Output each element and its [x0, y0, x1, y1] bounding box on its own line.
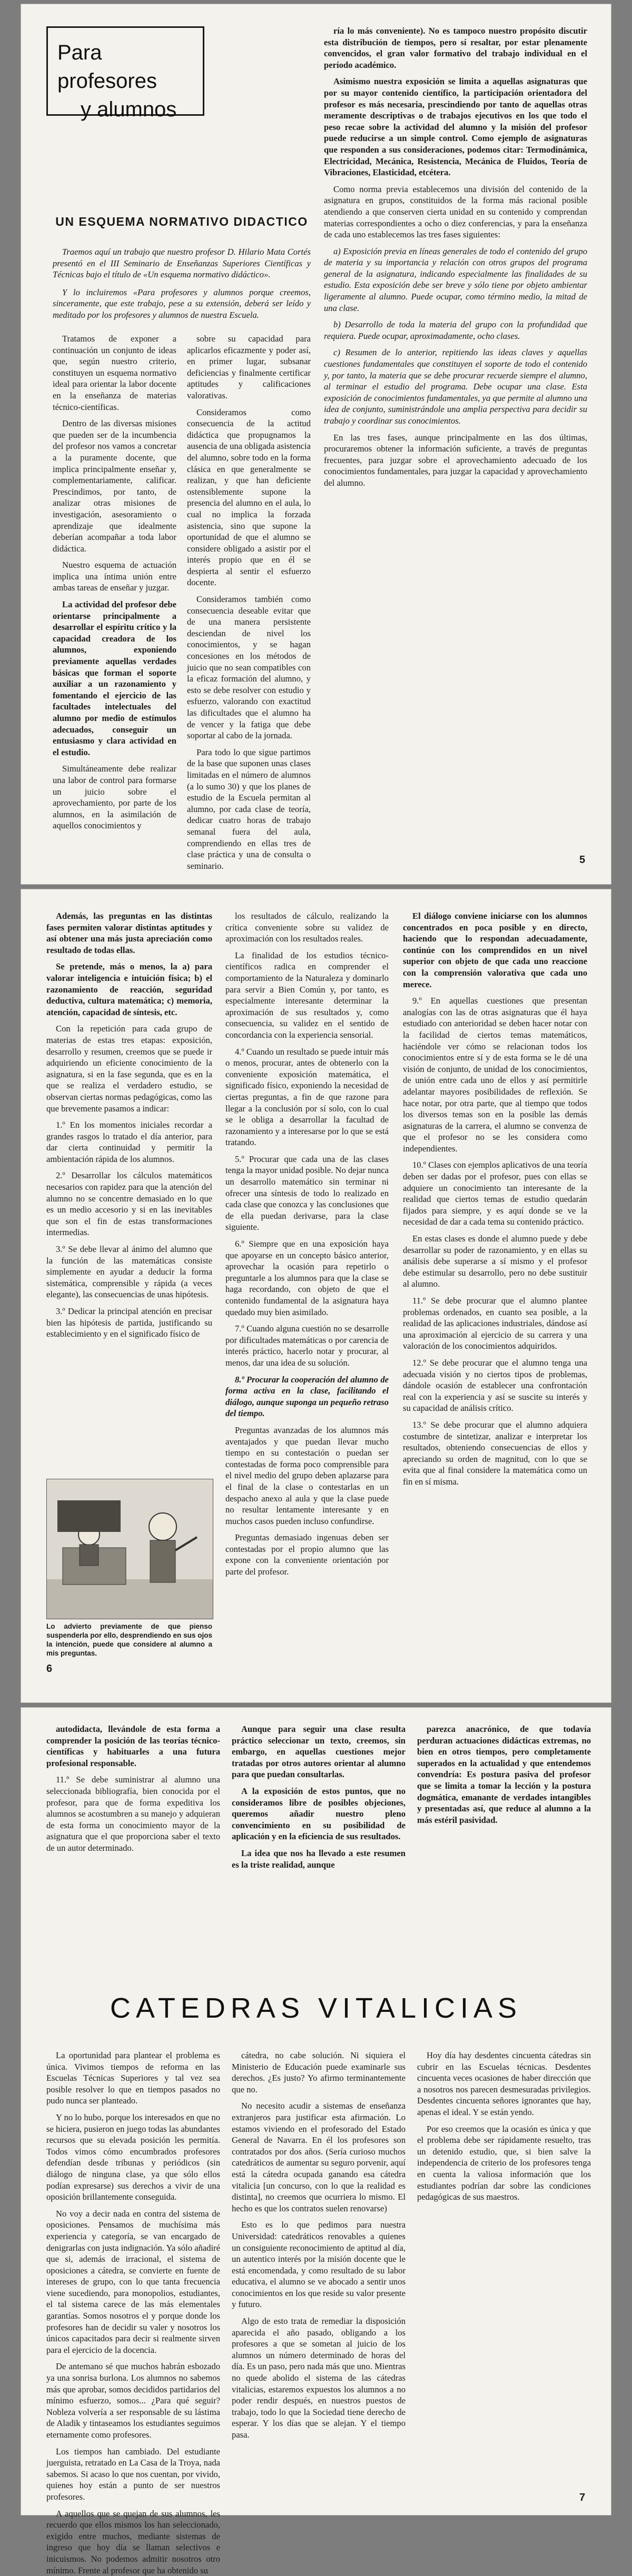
paragraph: c) Resumen de lo anterior, repitiendo las ideas claves y aquellas cuestiones fundamentales que constituyen el soporte de todo el contenido y, por tanto, la materia que se debe procurar recuerde siempre el alumno, al terminar el estudio del programa. Debe ocupar una clase. Esta exposición de conocimientos fundamentales, ya que permite al alumno una idea de conjunto, suministrándole una amplia perspectiva para decidir su trabajo y coordinar sus conocimientos. [324, 347, 587, 426]
lower-column-2 [232, 2050, 406, 2492]
paragraph: 10.º Clases con ejemplos aplicativos de una teoría deben ser dadas por el profesor, pues con ellas se adquiere un conocimiento tan interesante de la realidad que ciertos temas de estudio quedarán fijados para siempre, y es aquí donde se ve la necesidad de dar a cada tema su contenido práctico. [403, 1160, 587, 1227]
paragraph: La actividad del profesor debe orientarse principalmente a desarrollar el espíritu crítico y la capacidad creadora de los alumnos, exponiendo previamente aquellas verdades básicas que forman el soporte auxiliar a un razonamiento y fomentando el ejercicio de las facultades intelectuales del alumno por medio de estímulos adecuados, conseguir un entusiasmo y clara actividad en el estudio. [53, 599, 176, 757]
paragraph: 8.º Procurar la cooperación del alumno de forma activa en la clase, facilitando el diálogo, aunque suponga un pequeño retraso del tiempo. [225, 1374, 389, 1419]
paragraph: 4.º Cuando un resultado se puede intuir más o menos, procurar, antes de obtenerlo con la conveniente exposición matemática, el significado físico, exponiendo la necesidad de ciertas preguntas, a fin de que razone para llegar a la conclusión por sí solo, con lo cual se le obliga a desarrollar la facultad de razonamiento y a interesarse por lo que se está tratando. [225, 1046, 389, 1148]
page-number: 7 [579, 2492, 586, 2503]
section-title-box [46, 26, 204, 121]
column-1 [53, 333, 176, 859]
paragraph: ría lo más conveniente). No es tampoco nuestro propósito discutir esta distribución de tiempos, pero sí resaltar, por estar plenamente convencidos, el gran valor formativo del trabajo individual en el período académico. [324, 26, 587, 70]
paragraph: A aquellos que se quejan de sus alumnos, les recuerdo que ellos mismos los han seleccionado, exigido entre muchos, mediante sistemas de ingreso que hoy día se llaman selectivos e inicuismos. No podemos admitir nosotros otro mínimo. Frente al profesor que ha obtenido su [46, 2508, 220, 2575]
section-title-line-2: y alumnos [81, 98, 177, 121]
paragraph: 3.º Dedicar la principal atención en precisar bien las hipótesis de partida, justificando su establecimiento y en el significado físico de [46, 1306, 212, 1339]
paragraph: A la exposición de estos puntos, que no consideramos libre de posibles objeciones, queremos añadir nuestro pleno convencimiento en su posibilidad de aplicación y en la eficiencia de sus resultados. [232, 1786, 406, 1842]
paragraph: Hoy día hay desdentes cincuenta cátedras sin cubrir en las Escuelas técnicas. Desdentes cincuenta veces ocasiones de haber dirección que a nosotros nos parecen desmesuradas privilegios. Desdentes cincuenta señores ignorantes que hay, apenas el ideal. Y se están yendo. [417, 2050, 591, 2117]
paragraph: 1.º En los momentos iniciales recordar a grandes rasgos lo tratado el día anterior, para dar cierta continuidad y permitir la ambientación rápida de los alumnos. [46, 1120, 212, 1164]
paragraph: 5.º Procurar que cada una de las clases tenga la mayor unidad posible. No dejar nunca un desarrollo matemático sin terminar ni ofrecer una síntesis de todo lo realizado en cada clase que conozca y las conclusiones que de ella puedan derivarse, para la clase siguiente. [225, 1154, 389, 1232]
paragraph: Y no lo hubo, porque los interesados en que no se hiciera, pusieron en juego todas las abundantes recursos que su elevada posición les permitía. Todos vimos cómo encumbrados profesores defendían desde tribunas y periódicos (sin diálogo de ninguna clase, ya que sólo ellos podían expresarse) sus derechos a vivir de una oposición brillantemente conseguida. [46, 2112, 220, 2202]
paragraph: 11.º Se debe suministrar al alumno una seleccionada bibliografía, bien conocida por el profesor, para que de forma expeditiva los alumnos se acostumbren a su manejo y adquieran de esta forma un conocimiento mayor de la asignatura que el que proporciona saber el texto de un autor determinado. [46, 1775, 220, 1853]
section-title-line-1: Para profesores [57, 41, 157, 93]
paragraph: Preguntas demasiado ingenuas deben ser contestadas por el propio alumno que las expone con la conveniente orientación por parte del profesor. [225, 1532, 389, 1577]
column-2 [232, 1723, 406, 1976]
paragraph: Se pretende, más o menos, la a) para valorar inteligencia e intuición física; b) el razonamiento de reacción, seguridad deductiva, cultura matemática; c) memoria, atención, capacidad de síntesis, etc. [46, 961, 212, 1017]
paragraph: Consideramos como consecuencia de la actitud didáctica que propugnamos la ausencia de una obligada asistencia del alumno, sobre todo en la forma clásica en que generalmente se realizan, y que han deficiente ostensiblemente supone la presencia del alumno en el aula, lo cual no implica la forzada asistencia, sino que supone la oportunidad de que el alumno se considere obligado a asistir por el interés propio que en él se despierta al sentir el esfuerzo docente. [187, 407, 311, 588]
paragraph: 6.º Siempre que en una exposición haya que apoyarse en un concepto básico anterior, aprovechar la ocasión para repetirlo o preguntarle a los alumnos para que la clase se haga recordando, con objeto de que el contenido fundamental de la asignatura haya quedado muy bien asimilado. [225, 1239, 389, 1317]
paragraph: De antemano sé que muchos habrán esbozado ya una sonrisa burlona. Los alumnos no sabemos más que aprobar, somos decididos partidarios del mínimo esfuerzo, somos... ¿Para qué seguir? Nobleza volvería a ser responsable de su lástima de Aladik y tintaseamos los estudiantes seguimos eternamente como profesores. [46, 2361, 220, 2440]
paragraph: Preguntas avanzadas de los alumnos más aventajados y que puedan llevar mucho tiempo en su contestación o puedan ser contestadas de forma poco comprensible para el nivel medio del grupo deben aplazarse para el final de la clase o contestarlas en un despacho anexo al aula y que la clase puede no resultar lentamente interesante y en muchos casos pueden incluso confundirse. [225, 1425, 389, 1526]
paragraph: b) Desarrollo de toda la materia del grupo con la profundidad que requiera. Puede ocupar, aproximadamente, ocho clases. [324, 319, 587, 341]
article-intro [53, 246, 311, 327]
paragraph: parezca anacrónico, de que todavía perduran actuaciones didácticas extremas, no bien en otros tiempos, pero completamente superados en la actualidad y que entendemos convendría: Es postura pasiva del profesor que se limita a tomar la lección y la postura dogmática, emanante de verdades intangibles y presentadas así, que reduce al alumno a la más estéril pasividad. [417, 1724, 591, 1825]
paragraph: Para todo lo que sigue partimos de la base que suponen unas clases limitadas en el número de alumnos (a lo sumo 30) y que los planes de estudio de la Escuela permitan al alumno, por cada clase de teoría, dedicar cuatro horas de trabajo semanal fuera del aula, comprendiendo en ellas tres de clase práctica y una de consulta o seminario. [187, 747, 311, 871]
paragraph: cátedra, no cabe solución. Ni siquiera el Ministerio de Educación puede examinarle sus derechos. ¿Es justo? Yo afirmo terminantemente que no. [232, 2050, 406, 2094]
lower-column-1 [46, 2050, 220, 2575]
page-number: 6 [46, 1663, 53, 1675]
cartoon-illustration [46, 1479, 213, 1619]
paragraph: Nuestro esquema de actuación implica una íntima unión entre ambas tareas de enseñar y juzgar. [53, 560, 176, 593]
editorial-heading: CATEDRAS VITALICIAS [110, 1992, 522, 2024]
page-5 [21, 4, 611, 884]
paragraph: Asimismo nuestra exposición se limita a aquellas asignaturas que por su mayor contenido científico, la participación orientadora del profesor es más necesaria, prescindiendo por tanto de aquellas otras meramente descriptivas o de trabajos ejecutivos en los que todo el peso recae sobre la actividad del alumno y la misión del profesor puede reducirse a un simple control. Como ejemplo de asignaturas que responden a sus consideraciones, podemos citar: Termodinámica, Electricidad, Mecánica, Resistencia, Mecánica de Fluidos, Teoría de Vibraciones, Elasticidad, etcétera. [324, 76, 587, 178]
paragraph: Como norma previa establecemos una división del contenido de la asignatura en grupos, constituidos de la forma más racional posible atendiendo a que conserven cierta unidad en su contenido y comprendan materias correspondientes a ocho o diez conferencias, y para la enseñanza de cada uno establecemos las tres fases siguientes: [324, 184, 587, 240]
paragraph: En estas clases es donde el alumno puede y debe desarrollar su poder de razonamiento, y en ellas su análisis debe superarse a sí mismo y el profesor debe estimular su desarrollo, pero no debe sustituir al alumno. [403, 1234, 587, 1289]
paragraph: Los tiempos han cambiado. Del estudiante juerguista, retratado en La Casa de la Troya, nada sabemos. Si acaso lo que nos cuentan, por vivido, quienes hoy están a punto de ser nuestros profesores. [46, 2446, 220, 2502]
paragraph: Además, las preguntas en las distintas fases permiten valorar distintas aptitudes y así obtener una más justa apreciación como resultado de todas ellas. [46, 911, 212, 955]
paragraph: Algo de esto trata de remediar la disposición aparecida el año pasado, obligando a los profesores a que se sometan al juicio de los alumnos un número determinado de horas del día. Es un paso, pero nada más que uno. Mientras no quede abolido el sistema de las cátedras vitalicias, estaremos expuestos los alumnos a no poder rendir después, en nuestros puestos de trabajo, todo lo que la Sociedad tiene derecho de esperar. Y los días que se alejan. Y el tiempo pasa. [232, 2316, 406, 2440]
paragraph: a) Exposición previa en líneas generales de todo el contenido del grupo de materia y su importancia y relación con otros grupos del programa general de la asignatura, indicando especialmente las finalidades de su estudio. Esta exposición debe ser breve y sólo tiene por objeto ambientar ligeramente al alumno. Puede ocupar, como término medio, la mitad de una clase. [324, 246, 587, 313]
paragraph: Por eso creemos que la ocasión es única y que el problema debe ser rápidamente resuelto, tras un detenido estudio, que, si bien salve la independencia de criterio de los profesores tenga en cuenta la valiosa información que los estudiantes podrían dar sobre las condiciones pedagógicas de sus maestros. [417, 2123, 591, 2202]
paragraph: sobre su capacidad para aplicarlos eficazmente y poder así, en primer lugar, subsanar deficiencias y finalmente certificar aptitudes y calificaciones valorativas. [187, 334, 311, 400]
paragraph: Simultáneamente debe realizar una labor de control para formarse un juicio sobre el aprovechamiento, por parte de los alumnos, en la asimilación de aquellos conocimientos y [53, 764, 176, 831]
paragraph: El diálogo conviene iniciarse con los alumnos concentrados en poca posible y en directo, haciendo que lo respondan adecuadamente, continúe con los comprendidos en un nivel superior con objeto de que cada uno reaccione con la comprensión valorativa que cada uno merece. [403, 911, 587, 989]
intro-paragraph: Y lo incluiremos «Para profesores y alumnos porque creemos, sinceramente, que este trabajo, pese a su extensión, deberá ser leído y meditado por los profesores y alumnos de nuestra Escuela. [53, 287, 311, 320]
column-1 [46, 1723, 220, 1976]
paragraph: 11.º Se debe procurar que el alumno plantee problemas ordenados, en cuanto sea posible, a la realidad de las aplicaciones industriales, dándose así una aproximación al ejercicio de su carrera y una valoración de los conocimientos adquiridos. [403, 1296, 587, 1351]
page-number: 5 [579, 854, 586, 866]
paragraph: autodidacta, llevándole de esta forma a comprender la posición de las teorías técnico-científicas y habituarles a una futura profesional responsable. [46, 1724, 220, 1768]
paragraph: En las tres fases, aunque principalmente en las dos últimas, procuraremos obtener la información suficiente, a través de preguntas frecuentes, para juzgar sobre el aprovechamiento adecuado de los conocimientos fundamentales, para juzgar la capacidad y aprovechamiento del alumno. [324, 432, 587, 488]
article-heading: UN ESQUEMA NORMATIVO DIDACTICO [55, 215, 308, 228]
paragraph: 13.º Se debe procurar que el alumno adquiera costumbre de sintetizar, analizar e interpretar los resultados, obteniendo consecuencias de ellos y apreciando su orden de magnitud, con lo que se evita que al final considere la matemática como un fin en sí misma. [403, 1419, 587, 1487]
paragraph: La finalidad de los estudios técnico-científicos radica en comprender el comportamiento de la Naturaleza y dominarlo para servir a Bien Común y, por tanto, es especialmente interesante determinar la aproximación de sus resultados y, como consecuencia, su validez en el sentido de concordancia con la experiencia sensorial. [225, 950, 389, 1040]
column-3 [403, 910, 587, 1684]
intro-paragraph: Traemos aquí un trabajo que nuestro profesor D. Hilario Mata Cortés presentó en el III Seminario de Enseñanzas Superiores Científicas y Técnicas bajo el título de «Un esquema normativo didáctico». [53, 247, 311, 280]
page-6 [21, 889, 611, 1702]
paragraph: 3.º Se debe llevar al ánimo del alumno que la función de las matemáticas consiste simplemente en ayudar a deducir la forma sistemática, comprensible y rápida (a veces elegante), las consecuencias de unas hipótesis. [46, 1244, 212, 1300]
paragraph: No voy a decir nada en contra del sistema de oposiciones. Pensamos de muchísima más experiencia y categoría, se van encargado de denigrarlas con justa indignación. Ya sólo añadiré que si, además de irracional, el sistema de oposiciones a cátedra, se convierte en fuente de intereses de grupo, con lo que tanta frecuencia viene sucediendo, para monopolios, estudiantes, el tal sistema carece de las más elementales garantías. Somos nosotros el y porque donde los profesores han de decidir su valer y nosotros los únicos capacitados para decir si realmente sirven para el ejercicio de la docencia. [46, 2208, 220, 2355]
paragraph: No necesito acudir a sistemas de enseñanza extranjeros para justificar esta afirmación. Lo estamos viviendo en el profesorado del Estado General de Navarra. En él los profesores son contratados por dos años. (Sería curioso muchos catedráticos de aumentar su seguro porvenir, aquí está la cátedra ocupada ganando esa cátedra vitalicia [un concurso, con lo que la realidad es distinta], no creemos que ocurriera lo mismo. El hecho es que los contratos suelen renovarse) [232, 2101, 406, 2213]
paragraph: los resultados de cálculo, realizando la crítica conveniente sobre su validez de aproximación con los resultados reales. [225, 911, 389, 944]
paragraph: Consideramos también como consecuencia deseable evitar que de una manera persistente desciendan de nivel los conocimientos, y se hagan concesiones en los métodos de juicio que no sean compatibles con la eficaz formación del alumno, y esto se debe resolver con estudio y esfuerzo, valorando con exactitud las dificultades que el alumno ha de vencer y la fatiga que debe soportar al cabo de la jornada. [187, 594, 311, 741]
column-2 [187, 333, 311, 871]
paragraph: 7.º Cuando alguna cuestión no se desarrolle por dificultades matemáticas o por carencia de interés práctico, hacerlo notar y procurar, al menos, dar una idea de su solución. [225, 1324, 389, 1368]
column-3 [324, 25, 587, 846]
paragraph: La oportunidad para plantear el problema es única. Vivimos tiempos de reforma en las Escuelas Técnicas Superiores y tal vez sea posible resolver lo que en tiempos pasados no pudo nunca ser planteado. [46, 2050, 220, 2106]
column-3 [417, 1723, 591, 1976]
lower-column-3 [417, 2050, 591, 2492]
illustration-caption: Lo advierto previamente de que pienso suspenderla por ello, desprendiendo en sus ojos la intención, puede que considere al alumno a mis preguntas. [46, 1622, 212, 1657]
paragraph: Aunque para seguir una clase resulta práctico seleccionar un texto, creemos, sin embargo, en aquellas cuestiones mejor tratadas por otros autores orientar al alumno para que puedan consultarlas. [232, 1724, 406, 1780]
paragraph: Tratamos de exponer a continuación un conjunto de ideas que, según nuestro criterio, constituyen un esquema normativo ideal para orientar la labor docente en la enseñanza de materias técnico-científicas. [53, 334, 176, 412]
column-1 [46, 910, 212, 1468]
classroom-drawing [47, 1479, 213, 1619]
paragraph: 12.º Se debe procurar que el alumno tenga una adecuada visión y no ciertos tipos de problemas, dándole ocasión de establecer una confrontación real con la experiencia y así se suscite su interés y su capacidad de análisis crítico. [403, 1357, 587, 1414]
column-2 [225, 910, 389, 1684]
paragraph: Dentro de las diversas misiones que pueden ser de la incumbencia del profesor nos vamos a concretar a la puramente docente, que implica principalmente enseñar y, complementariamente, calificar. Prescindimos, por tanto, de analizar otras misiones de investigación, asesoramiento o aprendizaje que idealmente deberían acompañar a toda labor didáctica. [53, 418, 176, 554]
section-title [57, 38, 193, 124]
paragraph: 9.º En aquellas cuestiones que presentan analogías con las de otras asignaturas que él haya estudiado con anterioridad se deben hacer notar con la facilidad de ciertos temas matemáticos, haciéndole ver cómo se relacionan todos los conocimientos entre sí y de esta forma se le dé una visión de conjunto, de unidad de los conocimientos, de unión entre cada uno de ellos y así permitirle adelantar mayores posibilidades de reflexión. Se hace notar, por otra parte, que al tiempo que todos los diversos temas son en la posible las demás asignaturas de la carrera, el alumno se convenza de que el profesor no se les considera como independientes. [403, 996, 587, 1154]
paragraph: Esto es lo que pedimos para nuestra Universidad: catedráticos renovables a quienes un consiguiente reconocimiento de aptitud al día, un autentico interés por la misión docente que le está encomendada, y como resultado de su labor educativa, el alumno se ve abocado a sentir unos conocimientos en los que reside su valor presente y futuro. [232, 2220, 406, 2310]
page-7 [21, 1708, 611, 2575]
paragraph: Con la repetición para cada grupo de materias de estas tres etapas: exposición, desarrollo y resumen, creemos que se puede ir adquiriendo un eficiente conocimiento de la asignatura, si en la fase segunda, que es en la que se realiza el verdadero estudio, se observan ciertas normas pedagógicas, como las que brevemente pasamos a indicar: [46, 1024, 212, 1114]
paragraph: 2.º Desarrollar los cálculos matemáticos necesarios con rapidez para que la atención del alumno no se concentre demasiado en lo que es un medio accesorio y si en las inevitables que son el fin de estas transformaciones intermedias. [46, 1170, 212, 1238]
paragraph: La idea que nos ha llevado a este resumen es la triste realidad, aunque [232, 1848, 406, 1870]
